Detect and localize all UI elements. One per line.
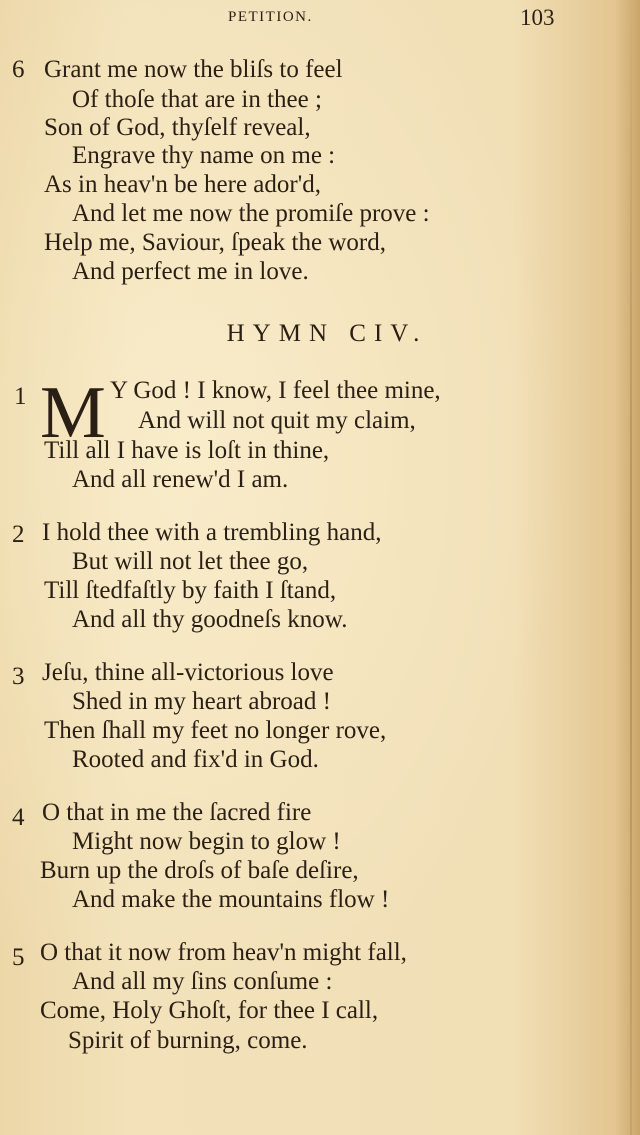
verse-line: Till all I have is loſt in thine, — [44, 437, 330, 464]
verse-line: O that it now from heav'n might fall, — [40, 939, 407, 966]
verse-line: And perfect me in love. — [72, 258, 309, 285]
verse-line: And let me now the promiſe prove : — [72, 200, 430, 227]
verse-line: Grant me now the bliſs to feel — [44, 56, 343, 83]
verse-line: Then ſhall my feet no longer rove, — [44, 717, 387, 744]
verse-line: Burn up the droſs of baſe deſire, — [40, 857, 359, 884]
verse-line: But will not let thee go, — [72, 548, 309, 575]
verse-line: Son of God, thyſelf reveal, — [44, 114, 311, 141]
verse-line: And all renew'd I am. — [72, 466, 289, 493]
verse-line: Till ſtedfaſtly by faith I ſtand, — [44, 577, 337, 604]
verse-line: And will not quit my claim, — [138, 407, 416, 434]
stanza-number: 3 — [12, 663, 25, 690]
stanza-number: 4 — [12, 804, 25, 831]
verse-line: Shed in my heart abroad ! — [72, 688, 331, 715]
stanza-number: 2 — [12, 521, 25, 548]
verse-line: Engrave thy name on me : — [72, 142, 336, 169]
verse-line: O that in me the ſacred fire — [42, 799, 312, 826]
drop-cap: M — [40, 372, 106, 454]
page-fold-shadow — [630, 0, 632, 1135]
verse-line: Of thoſe that are in thee ; — [72, 86, 322, 113]
verse-line: As in heav'n be here ador'd, — [44, 171, 321, 198]
verse-line: I hold thee with a trembling hand, — [42, 519, 382, 546]
verse-line: Y God ! I know, I feel thee mine, — [110, 377, 441, 404]
verse-line: Spirit of burning, come. — [68, 1027, 308, 1054]
verse-line: Rooted and fix'd in God. — [72, 746, 319, 773]
verse-line: Come, Holy Ghoſt, for thee I call, — [40, 997, 379, 1024]
verse-line: Help me, Saviour, ſpeak the word, — [44, 229, 386, 256]
verse-line: Might now begin to glow ! — [72, 828, 341, 855]
hymn-title: HYMN CIV. — [226, 320, 428, 347]
verse-line: And all my ſins conſume : — [72, 968, 333, 995]
page-number: 103 — [520, 5, 555, 30]
running-head: PETITION. — [228, 9, 313, 25]
stanza-number: 5 — [12, 944, 25, 971]
verse-line: Jeſu, thine all-victorious love — [42, 659, 334, 686]
verse-line: And all thy goodneſs know. — [72, 606, 348, 633]
verse-line: And make the mountains flow ! — [72, 886, 390, 913]
stanza-number: 1 — [14, 383, 27, 410]
page-header — [0, 6, 640, 30]
stanza-number: 6 — [12, 56, 25, 83]
